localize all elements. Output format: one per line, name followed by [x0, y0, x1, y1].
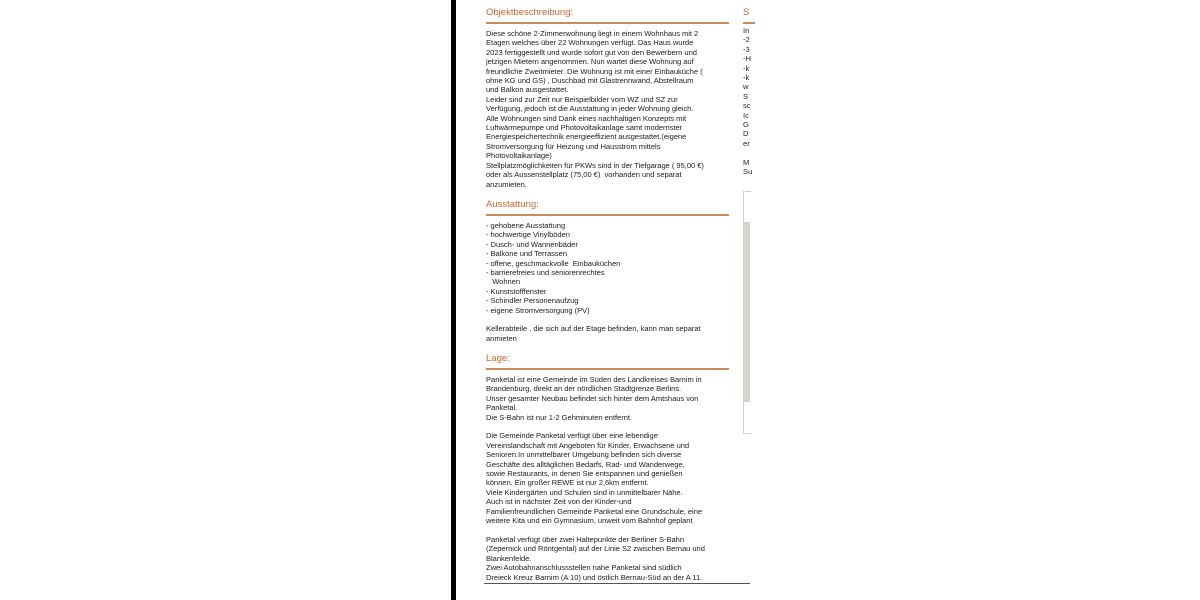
- right-section-rule: [743, 22, 755, 24]
- right-text-fragment: w: [743, 82, 749, 92]
- right-text-fragment: D: [743, 129, 749, 139]
- section-objektbeschreibung: [486, 6, 729, 189]
- right-text-fragment: S: [743, 91, 749, 101]
- section-lage: [486, 352, 729, 582]
- section-title: Ausstattung:: [486, 198, 729, 216]
- section-body: Diese schöne 2-Zimmerwohnung liegt in einem Wohnhaus mit 2 Etagen welches über 22 Wohnungen verfügt. Das Haus wurde 2023 fertiggestellt und wurde sofort gut von den Bewerbern und jetzigen Mietern angenommen. Nun wartet diese Wohnung auf freundliche Zweitmieter. Die Wohnung ist mit einer Einbauküche ( ohne KG und GS) , Duschbad mit Glastrennwand, Abstellraum und Balkon ausgestattet. Leider sind zur Zeit nur Beispielbilder vom WZ und SZ zur Verfügung, jedoch ist die Ausstattung in jeder Wohnung gleich. Alle Wohnungen sind Dank eines nachhaltigen Konzepts mit Luftwärmepumpe und Photovoltaikanlage samt modernster Energiespeichertechnik energieeffizient ausgestattet.(eigene Stromversorgung für Heizung und Hausstrom mittels Photovoltaikanlage) Stellplatzmöglichkeiten für PKWs sind in der Tiefgarage ( 95,00 €) oder als Aussenstellplatz (75,00 €) vorhanden und separat anzumieten.: [486, 29, 704, 189]
- right-text-fragment: -2: [743, 35, 750, 45]
- right-text-fragment: sc: [743, 101, 751, 111]
- section-body: - gehobene Ausstattung - hochwertige Vinylböden - Dusch- und Wannenbäder - Balkone und Terrassen - offene, geschmackvolle Einbauküchen - barrierefreies und seniorenrechtes Wohnen - Kunststofffenster - Schindler Personenaufzug - eigene Stromversorgung (PV) Kellerabteile , die sich auf der Etage befinden, kann man separat anmieten: [486, 221, 701, 343]
- section-title: Lage:: [486, 352, 729, 370]
- section-title: Objektbeschreibung:: [486, 6, 729, 24]
- photo-image: [744, 222, 750, 402]
- right-text-fragment: -k: [743, 73, 750, 82]
- right-text-fragment: Su: [743, 167, 753, 176]
- section-ausstattung: [486, 198, 729, 343]
- right-text-fragment: -k: [743, 63, 750, 73]
- right-text-fragment: In: [743, 26, 750, 35]
- right-text-fragment: -H: [743, 54, 752, 64]
- right-column-cropped: [743, 0, 755, 180]
- right-section-title: S: [743, 7, 750, 18]
- section-body: Panketal ist eine Gemeinde im Süden des Landkreises Barnim in Brandenburg, direkt an der nördlichen Stadtgrenze Berlins. Unser gesamter Neubau befindet sich hinter dem Amtshaus von Panketal. Die S-Bahn ist nur 1-2 Gehminuten entfernt. Die Gemeinde Panketal verfügt über eine lebendige Vereinslandschaft mit Angeboten für Kinder, Erwachsene und Senioren.In unmittelbarer Umgebung befinden sich diverse Geschäfte des alltäglichen Bedarfs, Rad- und Wanderwege, sowie Restaurants, in denen Sie entspannen und genießen können. Ein großer REWE ist nur 2,6km entfernt. Viele Kindergärten und Schulen sind in unmittelbarer Nähe. Auch ist in nächster Zeit von der Kinder-und Familienfreundlichen Gemeinde Panketal eine Grundschule, eine weitere Kita und ein Gymnasium, unweit vom Bahnhof geplant Panketal verfügt über zwei Haltepunkte der Berliner S-Bahn (Zepernick und Röntgental) auf der Linie S2 zwischen Bernau und Blankenfelde. Zwei Autobahnanschlussstellen nahe Panketal sind südlich Dreieck Kreuz Barnim (A 10) und östlich Bernau-Süd an der A 11.: [486, 375, 705, 582]
- bottom-divider: [484, 583, 750, 584]
- right-text-fragment: er: [743, 138, 750, 148]
- right-text-fragment: -3: [743, 44, 750, 54]
- right-text-fragment: M: [743, 157, 750, 167]
- right-text-fragment: Ic: [743, 110, 749, 120]
- left-black-border: [451, 0, 456, 600]
- right-text-fragment: G: [743, 120, 749, 129]
